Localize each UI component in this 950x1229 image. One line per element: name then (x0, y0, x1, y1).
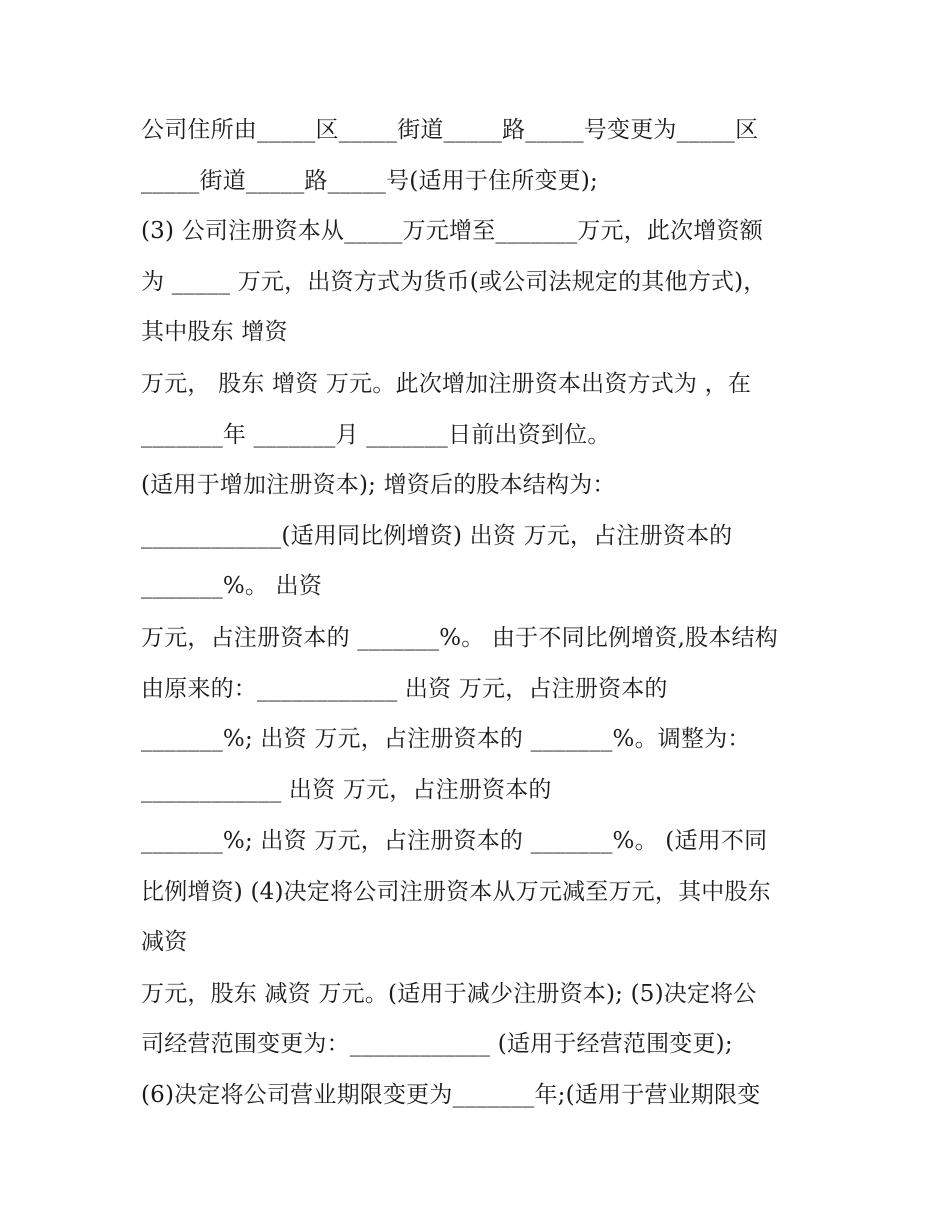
text-line: (6)决定将公司营业期限变更为_______年;(适用于营业期限变 (141, 1082, 761, 1108)
text-line: 万元， 股东 增资 万元。此次增加注册资本出资方式为 ，在 (141, 371, 752, 397)
text-line: 万元，占注册资本的 _______%。 由于不同比例增资,股本结构 (141, 625, 778, 651)
text-line: 万元，股东 减资 万元。(适用于减少注册资本); (5)决定将公 (141, 981, 757, 1007)
text-line: 其中股东 增资 (141, 319, 288, 345)
text-line: _______年 _______月 _______日前出资到位。 (141, 422, 611, 448)
text-line: 由原来的：____________ 出资 万元，占注册资本的 (141, 676, 668, 702)
text-line: (3) 公司注册资本从_____万元增至_______万元，此次增资额 (141, 218, 763, 244)
text-line: 公司住所由_____区_____街道_____路_____号变更为_____区 (141, 117, 759, 143)
text-line: _____街道_____路_____号(适用于住所变更); (141, 168, 598, 194)
text-line: ____________(适用同比例增资) 出资 万元，占注册资本的 (141, 523, 733, 549)
text-line: 司经营范围变更为：____________ (适用于经营范围变更); (141, 1031, 733, 1057)
text-line: 减资 (141, 929, 188, 955)
text-line: 为 _____ 万元，出资方式为货币(或公司法规定的其他方式)， (141, 269, 767, 295)
text-line: _______%; 出资 万元，占注册资本的 _______%。 (适用不同 (141, 828, 768, 854)
text-line: _______%; 出资 万元，占注册资本的 _______%。调整为： (141, 726, 751, 752)
text-line: ____________ 出资 万元，占注册资本的 (141, 777, 552, 803)
text-line: (适用于增加注册资本); 增资后的股本结构为： (141, 472, 616, 498)
text-line: _______%。 出资 (141, 573, 323, 599)
text-line: 比例增资) (4)决定将公司注册资本从万元减至万元，其中股东 (141, 879, 771, 905)
